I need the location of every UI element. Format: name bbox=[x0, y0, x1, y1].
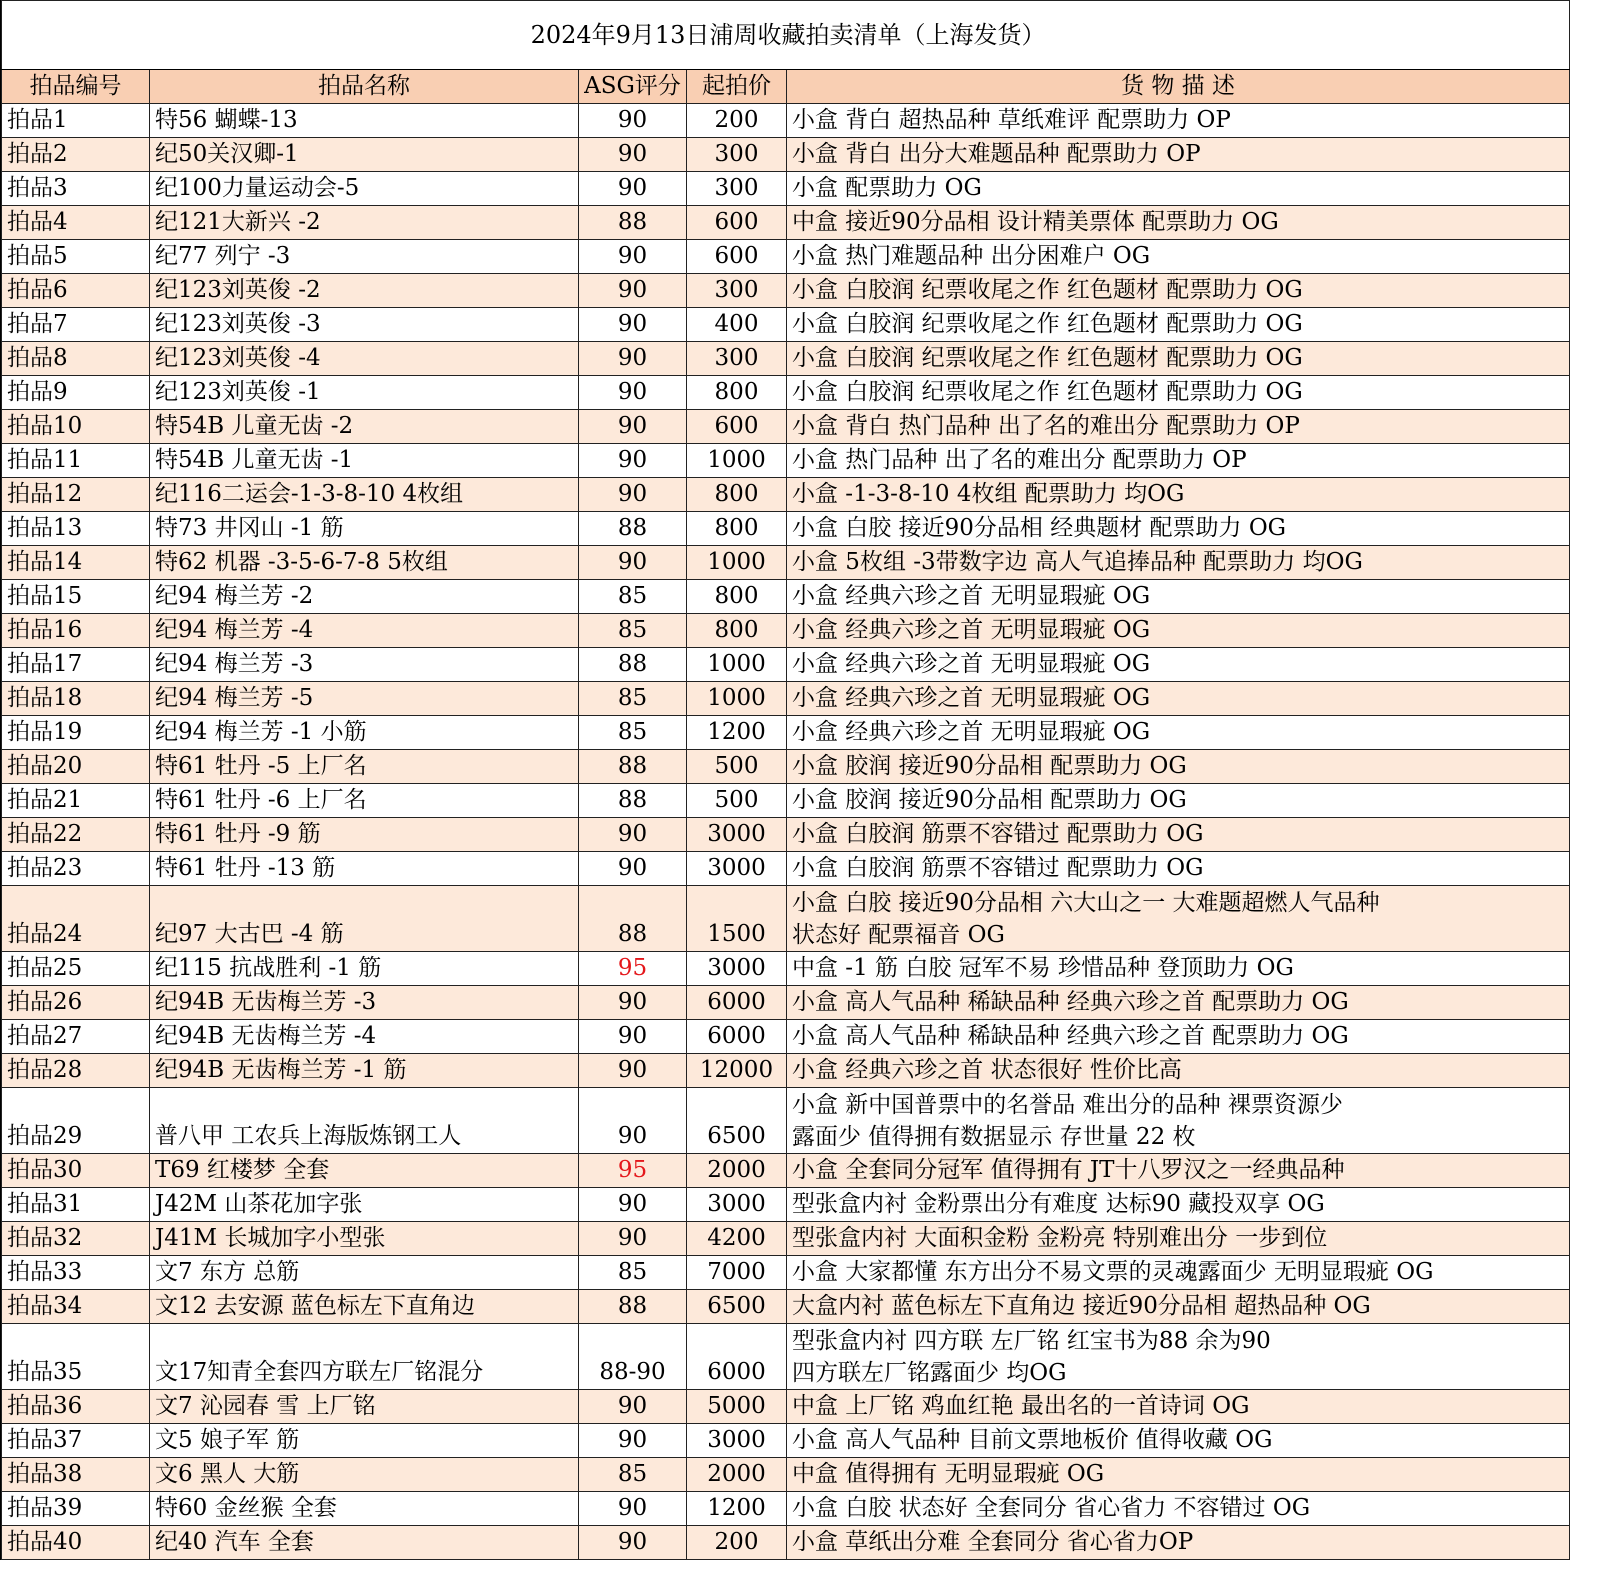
lot-description: 中盒 上厂铭 鸡血红艳 最出名的一首诗词 OG bbox=[787, 1390, 1570, 1424]
table-row bbox=[2, 240, 1570, 274]
lot-grade: 85 bbox=[579, 682, 687, 716]
lot-description bbox=[787, 1324, 1570, 1390]
lot-name: 纪94B 无齿梅兰芳 -3 bbox=[150, 986, 579, 1020]
lot-price: 300 bbox=[687, 274, 787, 308]
table-row bbox=[2, 580, 1570, 614]
lot-price: 300 bbox=[687, 342, 787, 376]
header-grade: ASG评分 bbox=[579, 70, 687, 104]
lot-description: 小盒 -1-3-8-10 4枚组 配票助力 均OG bbox=[787, 478, 1570, 512]
lot-grade: 90 bbox=[579, 1424, 687, 1458]
lot-price: 800 bbox=[687, 580, 787, 614]
lot-description: 小盒 经典六珍之首 无明显瑕疵 OG bbox=[787, 716, 1570, 750]
lot-grade: 90 bbox=[579, 1088, 687, 1154]
lot-grade: 88 bbox=[579, 784, 687, 818]
lot-name: 文5 娘子军 筋 bbox=[150, 1424, 579, 1458]
lot-description: 小盒 白胶 状态好 全套同分 省心省力 不容错过 OG bbox=[787, 1492, 1570, 1526]
lot-id: 拍品3 bbox=[2, 172, 150, 206]
lot-description: 小盒 经典六珍之首 无明显瑕疵 OG bbox=[787, 682, 1570, 716]
lot-name: 特54B 儿童无齿 -1 bbox=[150, 444, 579, 478]
lot-grade: 90 bbox=[579, 852, 687, 886]
lot-id: 拍品20 bbox=[2, 750, 150, 784]
lot-price: 600 bbox=[687, 410, 787, 444]
lot-name: 特54B 儿童无齿 -2 bbox=[150, 410, 579, 444]
lot-id: 拍品22 bbox=[2, 818, 150, 852]
lot-id: 拍品29 bbox=[2, 1088, 150, 1154]
header-price: 起拍价 bbox=[687, 70, 787, 104]
lot-name: 纪94 梅兰芳 -4 bbox=[150, 614, 579, 648]
lot-description-line-1: 型张盒内衬 四方联 左厂铭 红宝书为88 余为90 bbox=[792, 1328, 1271, 1354]
lot-id: 拍品8 bbox=[2, 342, 150, 376]
lot-price: 200 bbox=[687, 1526, 787, 1560]
lot-grade: 88 bbox=[579, 206, 687, 240]
lot-description: 型张盒内衬 大面积金粉 金粉亮 特别难出分 一步到位 bbox=[787, 1222, 1570, 1256]
lot-price: 6500 bbox=[687, 1290, 787, 1324]
lot-description: 小盒 背白 热门品种 出了名的难出分 配票助力 OP bbox=[787, 410, 1570, 444]
lot-id: 拍品12 bbox=[2, 478, 150, 512]
lot-name: 纪121大新兴 -2 bbox=[150, 206, 579, 240]
table-row bbox=[2, 1424, 1570, 1458]
lot-id: 拍品7 bbox=[2, 308, 150, 342]
lot-name: 纪40 汽车 全套 bbox=[150, 1526, 579, 1560]
lot-grade: 88 bbox=[579, 648, 687, 682]
lot-grade: 95 bbox=[579, 952, 687, 986]
lot-id: 拍品34 bbox=[2, 1290, 150, 1324]
lot-price: 800 bbox=[687, 376, 787, 410]
lot-name: 文6 黑人 大筋 bbox=[150, 1458, 579, 1492]
header-name: 拍品名称 bbox=[150, 70, 579, 104]
lot-description: 中盒 -1 筋 白胶 冠军不易 珍惜品种 登顶助力 OG bbox=[787, 952, 1570, 986]
lot-description: 小盒 大家都懂 东方出分不易文票的灵魂露面少 无明显瑕疵 OG bbox=[787, 1256, 1570, 1290]
lot-id: 拍品13 bbox=[2, 512, 150, 546]
lot-id: 拍品31 bbox=[2, 1188, 150, 1222]
lot-description: 小盒 白胶润 纪票收尾之作 红色题材 配票助力 OG bbox=[787, 342, 1570, 376]
lot-name: 纪50关汉卿-1 bbox=[150, 138, 579, 172]
table-row bbox=[2, 342, 1570, 376]
lot-grade: 85 bbox=[579, 716, 687, 750]
lot-name: 纪94 梅兰芳 -2 bbox=[150, 580, 579, 614]
lot-id: 拍品21 bbox=[2, 784, 150, 818]
table-row bbox=[2, 138, 1570, 172]
lot-name: 特73 井冈山 -1 筋 bbox=[150, 512, 579, 546]
lot-description: 小盒 白胶 接近90分品相 经典题材 配票助力 OG bbox=[787, 512, 1570, 546]
lot-grade: 90 bbox=[579, 546, 687, 580]
lot-price: 3000 bbox=[687, 1188, 787, 1222]
header-row bbox=[2, 70, 1570, 104]
lot-id: 拍品32 bbox=[2, 1222, 150, 1256]
lot-price: 800 bbox=[687, 478, 787, 512]
lot-id: 拍品6 bbox=[2, 274, 150, 308]
lot-id: 拍品17 bbox=[2, 648, 150, 682]
lot-grade: 90 bbox=[579, 138, 687, 172]
table-row bbox=[2, 1256, 1570, 1290]
lot-price: 600 bbox=[687, 240, 787, 274]
lot-description: 小盒 胶润 接近90分品相 配票助力 OG bbox=[787, 750, 1570, 784]
table-row bbox=[2, 784, 1570, 818]
table-row bbox=[2, 818, 1570, 852]
lot-description: 中盒 接近90分品相 设计精美票体 配票助力 OG bbox=[787, 206, 1570, 240]
lot-price: 500 bbox=[687, 784, 787, 818]
lot-price: 300 bbox=[687, 138, 787, 172]
table-row bbox=[2, 308, 1570, 342]
lot-price: 300 bbox=[687, 172, 787, 206]
lot-price: 6000 bbox=[687, 986, 787, 1020]
lot-price: 3000 bbox=[687, 818, 787, 852]
lot-name: 纪97 大古巴 -4 筋 bbox=[150, 886, 579, 952]
lot-id: 拍品26 bbox=[2, 986, 150, 1020]
lot-grade: 90 bbox=[579, 444, 687, 478]
lot-grade: 85 bbox=[579, 614, 687, 648]
table-row bbox=[2, 376, 1570, 410]
table-row bbox=[2, 886, 1570, 952]
lot-grade: 90 bbox=[579, 240, 687, 274]
table-row bbox=[2, 716, 1570, 750]
table-row bbox=[2, 750, 1570, 784]
header-id: 拍品编号 bbox=[2, 70, 150, 104]
lot-id: 拍品24 bbox=[2, 886, 150, 952]
lot-description: 小盒 5枚组 -3带数字边 高人气追捧品种 配票助力 均OG bbox=[787, 546, 1570, 580]
table-row bbox=[2, 1188, 1570, 1222]
lot-id: 拍品40 bbox=[2, 1526, 150, 1560]
lot-name: 特56 蝴蝶-13 bbox=[150, 104, 579, 138]
lot-description: 小盒 经典六珍之首 状态很好 性价比高 bbox=[787, 1054, 1570, 1088]
lot-description: 小盒 白胶润 筋票不容错过 配票助力 OG bbox=[787, 818, 1570, 852]
lot-name: 文12 去安源 蓝色标左下直角边 bbox=[150, 1290, 579, 1324]
lot-description: 小盒 高人气品种 稀缺品种 经典六珍之首 配票助力 OG bbox=[787, 986, 1570, 1020]
table-row bbox=[2, 546, 1570, 580]
table-row bbox=[2, 614, 1570, 648]
lot-name: 纪115 抗战胜利 -1 筋 bbox=[150, 952, 579, 986]
lot-id: 拍品4 bbox=[2, 206, 150, 240]
lot-description: 小盒 白胶润 纪票收尾之作 红色题材 配票助力 OG bbox=[787, 376, 1570, 410]
table-row bbox=[2, 852, 1570, 886]
table-row bbox=[2, 410, 1570, 444]
lot-id: 拍品25 bbox=[2, 952, 150, 986]
lot-name: 纪94B 无齿梅兰芳 -1 筋 bbox=[150, 1054, 579, 1088]
lot-grade: 90 bbox=[579, 1222, 687, 1256]
lot-id: 拍品19 bbox=[2, 716, 150, 750]
lot-name: J41M 长城加字小型张 bbox=[150, 1222, 579, 1256]
lot-id: 拍品1 bbox=[2, 104, 150, 138]
lot-price: 3000 bbox=[687, 852, 787, 886]
lot-description: 型张盒内衬 金粉票出分有难度 达标90 藏投双享 OG bbox=[787, 1188, 1570, 1222]
lot-description: 大盒内衬 蓝色标左下直角边 接近90分品相 超热品种 OG bbox=[787, 1290, 1570, 1324]
lot-grade: 85 bbox=[579, 1256, 687, 1290]
lot-name: 特60 金丝猴 全套 bbox=[150, 1492, 579, 1526]
lot-grade: 90 bbox=[579, 308, 687, 342]
lot-id: 拍品27 bbox=[2, 1020, 150, 1054]
lot-grade: 90 bbox=[579, 376, 687, 410]
table-row bbox=[2, 1324, 1570, 1390]
lot-grade: 90 bbox=[579, 1492, 687, 1526]
lot-grade: 90 bbox=[579, 104, 687, 138]
lot-name: T69 红楼梦 全套 bbox=[150, 1154, 579, 1188]
lot-id: 拍品10 bbox=[2, 410, 150, 444]
lot-grade: 90 bbox=[579, 1020, 687, 1054]
lot-name: 文7 东方 总筋 bbox=[150, 1256, 579, 1290]
lot-description bbox=[787, 886, 1570, 952]
lot-id: 拍品18 bbox=[2, 682, 150, 716]
lot-description-line-2: 露面少 值得拥有数据显示 存世量 22 枚 bbox=[792, 1124, 1196, 1150]
lot-grade: 90 bbox=[579, 1390, 687, 1424]
lot-id: 拍品9 bbox=[2, 376, 150, 410]
table-row bbox=[2, 1054, 1570, 1088]
lot-description: 小盒 热门难题品种 出分困难户 OG bbox=[787, 240, 1570, 274]
lot-price: 6000 bbox=[687, 1324, 787, 1390]
lot-grade: 90 bbox=[579, 818, 687, 852]
lot-grade: 90 bbox=[579, 1188, 687, 1222]
lot-name: 纪123刘英俊 -4 bbox=[150, 342, 579, 376]
lot-grade: 88-90 bbox=[579, 1324, 687, 1390]
lot-price: 1000 bbox=[687, 444, 787, 478]
lot-description: 小盒 经典六珍之首 无明显瑕疵 OG bbox=[787, 614, 1570, 648]
lot-description: 小盒 背白 超热品种 草纸难评 配票助力 OP bbox=[787, 104, 1570, 138]
lot-id: 拍品39 bbox=[2, 1492, 150, 1526]
lot-id: 拍品11 bbox=[2, 444, 150, 478]
lot-price: 1200 bbox=[687, 716, 787, 750]
lot-grade: 85 bbox=[579, 1458, 687, 1492]
lot-grade: 90 bbox=[579, 172, 687, 206]
lot-description: 小盒 胶润 接近90分品相 配票助力 OG bbox=[787, 784, 1570, 818]
lot-price: 6500 bbox=[687, 1088, 787, 1154]
lot-description: 小盒 白胶润 筋票不容错过 配票助力 OG bbox=[787, 852, 1570, 886]
table-row bbox=[2, 986, 1570, 1020]
lot-name: 文7 沁园春 雪 上厂铭 bbox=[150, 1390, 579, 1424]
lot-name: 纪116二运会-1-3-8-10 4枚组 bbox=[150, 478, 579, 512]
table-row bbox=[2, 1088, 1570, 1154]
lot-price: 4200 bbox=[687, 1222, 787, 1256]
lot-price: 800 bbox=[687, 614, 787, 648]
lot-grade: 90 bbox=[579, 986, 687, 1020]
lot-description: 中盒 值得拥有 无明显瑕疵 OG bbox=[787, 1458, 1570, 1492]
table-row bbox=[2, 1390, 1570, 1424]
lot-price: 1000 bbox=[687, 648, 787, 682]
table-body bbox=[2, 104, 1570, 1560]
lot-id: 拍品15 bbox=[2, 580, 150, 614]
lot-price: 500 bbox=[687, 750, 787, 784]
sheet-title: 2024年9月13日浦周收藏拍卖清单（上海发货） bbox=[2, 1, 1570, 70]
lot-description: 小盒 全套同分冠军 值得拥有 JT十八罗汉之一经典品种 bbox=[787, 1154, 1570, 1188]
lot-description bbox=[787, 1088, 1570, 1154]
lot-name: 纪94 梅兰芳 -1 小筋 bbox=[150, 716, 579, 750]
lot-grade: 95 bbox=[579, 1154, 687, 1188]
lot-name: 文17知青全套四方联左厂铭混分 bbox=[150, 1324, 579, 1390]
lot-grade: 90 bbox=[579, 342, 687, 376]
table-row bbox=[2, 512, 1570, 546]
lot-price: 400 bbox=[687, 308, 787, 342]
table-row bbox=[2, 952, 1570, 986]
table-row bbox=[2, 1290, 1570, 1324]
lot-price: 1000 bbox=[687, 682, 787, 716]
lot-id: 拍品33 bbox=[2, 1256, 150, 1290]
lot-description: 小盒 经典六珍之首 无明显瑕疵 OG bbox=[787, 580, 1570, 614]
lot-id: 拍品2 bbox=[2, 138, 150, 172]
lot-name: 特61 牡丹 -9 筋 bbox=[150, 818, 579, 852]
lot-name: 纪123刘英俊 -2 bbox=[150, 274, 579, 308]
lot-description: 小盒 经典六珍之首 无明显瑕疵 OG bbox=[787, 648, 1570, 682]
lot-price: 12000 bbox=[687, 1054, 787, 1088]
lot-name: 特62 机器 -3-5-6-7-8 5枚组 bbox=[150, 546, 579, 580]
lot-price: 600 bbox=[687, 206, 787, 240]
lot-description: 小盒 草纸出分难 全套同分 省心省力OP bbox=[787, 1526, 1570, 1560]
lot-name: 纪123刘英俊 -1 bbox=[150, 376, 579, 410]
lot-grade: 88 bbox=[579, 1290, 687, 1324]
lot-name: 纪100力量运动会-5 bbox=[150, 172, 579, 206]
lot-price: 200 bbox=[687, 104, 787, 138]
lot-grade: 88 bbox=[579, 886, 687, 952]
lot-grade: 90 bbox=[579, 274, 687, 308]
lot-name: 纪94 梅兰芳 -3 bbox=[150, 648, 579, 682]
lot-description-line-2: 四方联左厂铭露面少 均OG bbox=[792, 1360, 1067, 1386]
lot-id: 拍品30 bbox=[2, 1154, 150, 1188]
lot-grade: 85 bbox=[579, 580, 687, 614]
lot-description: 小盒 热门品种 出了名的难出分 配票助力 OP bbox=[787, 444, 1570, 478]
table-row bbox=[2, 206, 1570, 240]
lot-description: 小盒 白胶润 纪票收尾之作 红色题材 配票助力 OG bbox=[787, 308, 1570, 342]
table-row bbox=[2, 1222, 1570, 1256]
lot-name: 普八甲 工农兵上海版炼钢工人 bbox=[150, 1088, 579, 1154]
lot-price: 800 bbox=[687, 512, 787, 546]
lot-grade: 90 bbox=[579, 1054, 687, 1088]
table-row bbox=[2, 274, 1570, 308]
lot-grade: 90 bbox=[579, 410, 687, 444]
lot-name: 特61 牡丹 -13 筋 bbox=[150, 852, 579, 886]
lot-name: 特61 牡丹 -5 上厂名 bbox=[150, 750, 579, 784]
table-row bbox=[2, 1526, 1570, 1560]
lot-grade: 90 bbox=[579, 478, 687, 512]
auction-table bbox=[1, 0, 1570, 1560]
table-row bbox=[2, 682, 1570, 716]
lot-description: 小盒 背白 出分大难题品种 配票助力 OP bbox=[787, 138, 1570, 172]
lot-grade: 88 bbox=[579, 512, 687, 546]
lot-price: 1200 bbox=[687, 1492, 787, 1526]
lot-name: 纪77 列宁 -3 bbox=[150, 240, 579, 274]
lot-price: 2000 bbox=[687, 1154, 787, 1188]
lot-id: 拍品38 bbox=[2, 1458, 150, 1492]
lot-name: 纪94B 无齿梅兰芳 -4 bbox=[150, 1020, 579, 1054]
table-row bbox=[2, 1020, 1570, 1054]
lot-description: 小盒 白胶润 纪票收尾之作 红色题材 配票助力 OG bbox=[787, 274, 1570, 308]
header-desc: 货 物 描 述 bbox=[787, 70, 1570, 104]
lot-price: 2000 bbox=[687, 1458, 787, 1492]
table-row bbox=[2, 1154, 1570, 1188]
table-row bbox=[2, 478, 1570, 512]
table-row bbox=[2, 104, 1570, 138]
lot-price: 5000 bbox=[687, 1390, 787, 1424]
lot-name: J42M 山茶花加字张 bbox=[150, 1188, 579, 1222]
lot-name: 纪94 梅兰芳 -5 bbox=[150, 682, 579, 716]
lot-name: 特61 牡丹 -6 上厂名 bbox=[150, 784, 579, 818]
lot-description-line-1: 小盒 新中国普票中的名誉品 难出分的品种 裸票资源少 bbox=[792, 1092, 1343, 1118]
lot-description: 小盒 高人气品种 稀缺品种 经典六珍之首 配票助力 OG bbox=[787, 1020, 1570, 1054]
lot-description-line-1: 小盒 白胶 接近90分品相 六大山之一 大难题超燃人气品种 bbox=[792, 890, 1380, 916]
lot-price: 1000 bbox=[687, 546, 787, 580]
table-row bbox=[2, 648, 1570, 682]
lot-description: 小盒 配票助力 OG bbox=[787, 172, 1570, 206]
lot-description: 小盒 高人气品种 目前文票地板价 值得收藏 OG bbox=[787, 1424, 1570, 1458]
lot-price: 3000 bbox=[687, 952, 787, 986]
lot-price: 3000 bbox=[687, 1424, 787, 1458]
lot-id: 拍品36 bbox=[2, 1390, 150, 1424]
lot-id: 拍品23 bbox=[2, 852, 150, 886]
lot-id: 拍品28 bbox=[2, 1054, 150, 1088]
lot-id: 拍品14 bbox=[2, 546, 150, 580]
lot-id: 拍品5 bbox=[2, 240, 150, 274]
lot-description-line-2: 状态好 配票福音 OG bbox=[792, 922, 1005, 948]
lot-grade: 88 bbox=[579, 750, 687, 784]
title-row bbox=[2, 1, 1570, 70]
lot-id: 拍品35 bbox=[2, 1324, 150, 1390]
lot-price: 1500 bbox=[687, 886, 787, 952]
table-row bbox=[2, 172, 1570, 206]
lot-price: 7000 bbox=[687, 1256, 787, 1290]
table-row bbox=[2, 1458, 1570, 1492]
lot-name: 纪123刘英俊 -3 bbox=[150, 308, 579, 342]
table-row bbox=[2, 1492, 1570, 1526]
lot-id: 拍品37 bbox=[2, 1424, 150, 1458]
lot-price: 6000 bbox=[687, 1020, 787, 1054]
lot-grade: 90 bbox=[579, 1526, 687, 1560]
table-row bbox=[2, 444, 1570, 478]
lot-id: 拍品16 bbox=[2, 614, 150, 648]
